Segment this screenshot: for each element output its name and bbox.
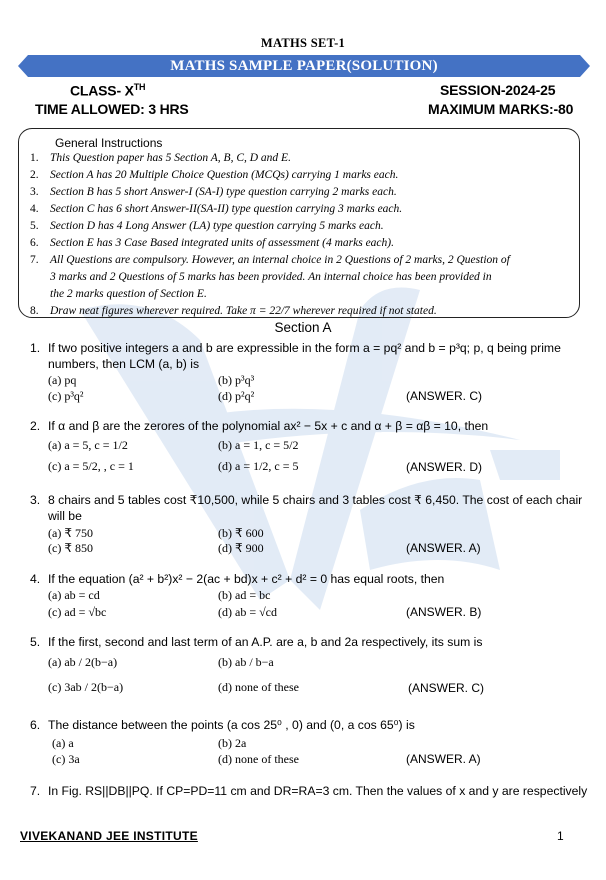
- instruction-item: 7. All Questions are compulsory. However, an internal choice in 2 Questions of 2 marks, 2 Question of: [30, 254, 510, 266]
- question-text: will be: [48, 509, 82, 523]
- option-b: (b) 2a: [218, 736, 247, 750]
- option-a: (a) ₹ 750: [48, 526, 93, 540]
- option-d: (d) a = 1/2, c = 5: [218, 459, 299, 473]
- question-text: The distance between the points (a cos 25⁰ , 0) and (0, a cos 65⁰) is: [48, 718, 415, 732]
- question-text: If two positive integers a and b are expressible in the form a = pq² and b = p³q; p, q being prime: [48, 341, 561, 355]
- instructions-title: General Instructions: [55, 136, 163, 150]
- question-number: 5.: [30, 635, 41, 649]
- option-b: (b) ad = bc: [218, 588, 271, 602]
- option-b: (b) ab / b−a: [218, 655, 274, 669]
- instruction-item: 1. This Question paper has 5 Section A, B, C, D and E.: [30, 152, 291, 164]
- question-number: 6.: [30, 718, 41, 732]
- option-c: (c) p³q²: [48, 389, 84, 403]
- question-text: If the first, second and last term of an A.P. are a, b and 2a respectively, its sum is: [48, 635, 483, 649]
- question-text: In Fig. RS||DB||PQ. If CP=PD=11 cm and DR=RA=3 cm. Then the values of x and y are respectively: [48, 784, 588, 798]
- set-title: MATHS SET-1: [260, 36, 346, 50]
- class-label: CLASS- XTH: [70, 82, 146, 99]
- instruction-item: 8. Draw neat figures wherever required. Take π = 22/7 wherever required if not stated.: [30, 305, 437, 317]
- answer-key: (ANSWER. A): [406, 541, 481, 555]
- option-d: (d) none of these: [218, 680, 299, 694]
- instruction-item: 5. Section D has 4 Long Answer (LA) type question carrying 5 marks each.: [30, 220, 384, 232]
- page-number: 1: [557, 829, 564, 843]
- option-a: (a) a: [52, 736, 74, 750]
- option-c: (c) 3ab / 2(b−a): [48, 680, 124, 694]
- session-label: SESSION-2024-25: [440, 82, 556, 98]
- paper-title: MATHS SAMPLE PAPER(SOLUTION): [170, 58, 438, 74]
- section-a-heading: Section A: [274, 320, 332, 335]
- option-a: (a) ab / 2(b−a): [48, 655, 118, 669]
- question-text: If the equation (a² + b²)x² − 2(ac + bd)x + c² + d² = 0 has equal roots, then: [48, 572, 445, 586]
- option-d: (d) ab = √cd: [218, 605, 277, 619]
- instruction-item: 2. Section A has 20 Multiple Choice Question (MCQs) carrying 1 marks each.: [30, 169, 399, 181]
- option-a: (a) pq: [48, 373, 77, 387]
- question-number: 7.: [30, 784, 41, 798]
- answer-key: (ANSWER. D): [406, 460, 482, 474]
- option-c: (c) ad = √bc: [48, 605, 107, 619]
- question-text: 8 chairs and 5 tables cost ₹10,500, while 5 chairs and 3 tables cost ₹ 6,450. The cost of each chair: [48, 493, 583, 507]
- option-c: (c) a = 5/2, , c = 1: [48, 459, 134, 473]
- option-c: (c) 3a: [52, 752, 80, 766]
- option-a: (a) a = 5, c = 1/2: [48, 438, 128, 452]
- institute-footer: VIVEKANAND JEE INSTITUTE: [20, 829, 198, 843]
- question-text: If α and β are the zerores of the polynomial ax² − 5x + c and α + β = αβ = 10, then: [48, 419, 489, 433]
- time-allowed: TIME ALLOWED: 3 HRS: [35, 101, 189, 117]
- question-number: 4.: [30, 572, 41, 586]
- option-b: (b) ₹ 600: [218, 526, 264, 540]
- instruction-item: 3 marks and 2 Questions of 5 marks has been provided. An internal choice has been provided in: [50, 271, 492, 283]
- option-a: (a) ab = cd: [48, 588, 100, 602]
- maximum-marks: MAXIMUM MARKS:-80: [428, 101, 574, 117]
- question-text: numbers, then LCM (a, b) is: [48, 357, 200, 371]
- option-d: (d) none of these: [218, 752, 299, 766]
- question-number: 3.: [30, 493, 41, 507]
- option-c: (c) ₹ 850: [48, 541, 93, 555]
- instruction-item: 6. Section E has 3 Case Based integrated units of assessment (4 marks each).: [30, 237, 394, 249]
- option-b: (b) a = 1, c = 5/2: [218, 438, 299, 452]
- option-d: (d) p²q²: [218, 389, 255, 403]
- answer-key: (ANSWER. C): [406, 389, 482, 403]
- question-number: 2.: [30, 419, 41, 433]
- option-b: (b) p³q³: [218, 373, 255, 387]
- instruction-item: 3. Section B has 5 short Answer-I (SA-I) type question carrying 2 marks each.: [30, 186, 397, 198]
- answer-key: (ANSWER. A): [406, 752, 481, 766]
- instruction-item: 4. Section C has 6 short Answer-II(SA-II) type question carrying 3 marks each.: [30, 203, 403, 215]
- option-d: (d) ₹ 900: [218, 541, 264, 555]
- question-number: 1.: [30, 341, 41, 355]
- instruction-item: the 2 marks question of Section E.: [50, 288, 207, 300]
- answer-key: (ANSWER. B): [406, 605, 482, 619]
- answer-key: (ANSWER. C): [408, 681, 484, 695]
